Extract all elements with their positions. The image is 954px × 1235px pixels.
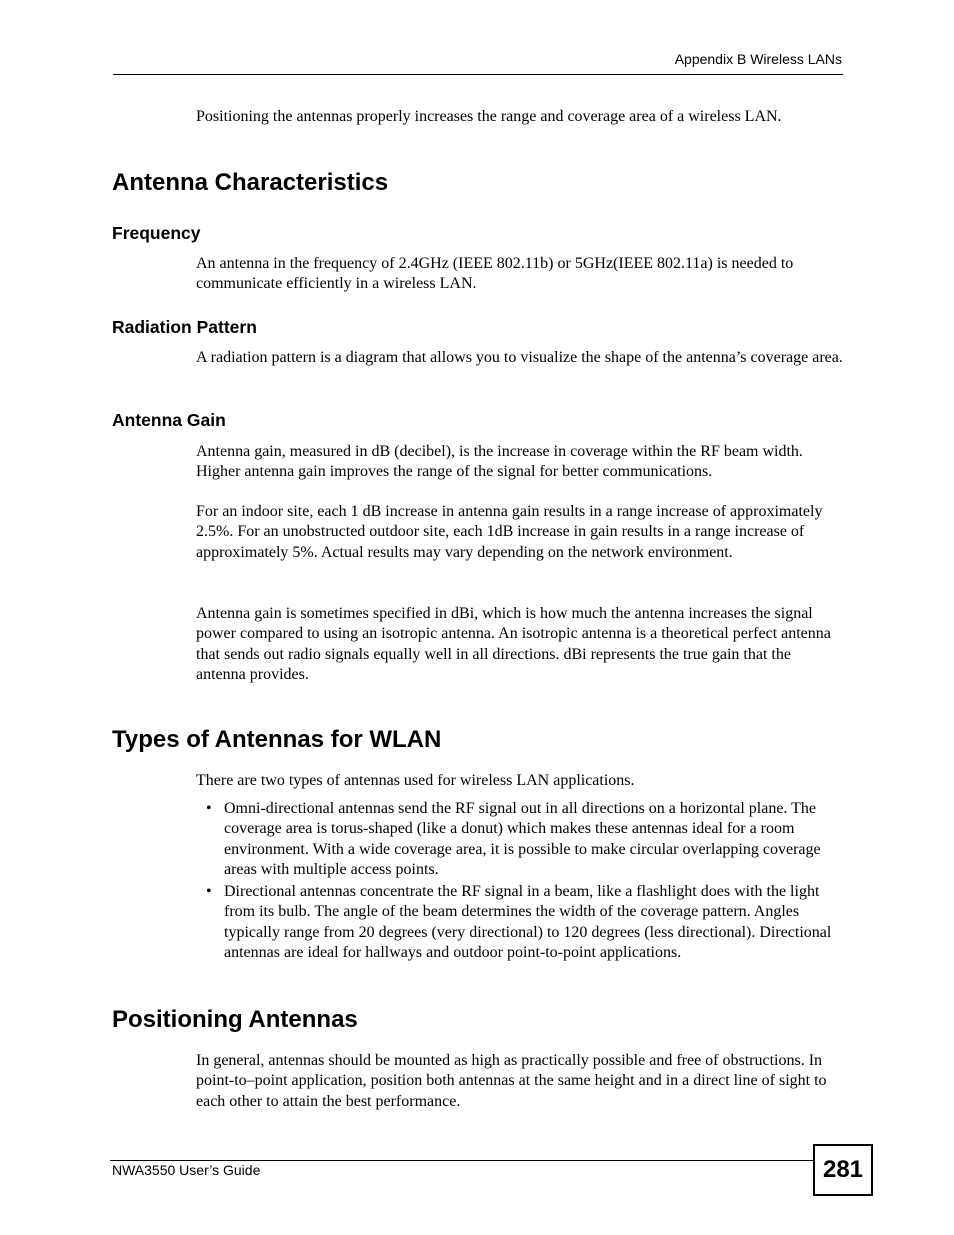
bullet-icon: •	[206, 883, 212, 901]
section-heading-types-of-antennas: Types of Antennas for WLAN	[112, 726, 442, 753]
section-heading-antenna-characteristics: Antenna Characteristics	[112, 169, 389, 196]
subheading-frequency: Frequency	[112, 223, 201, 243]
antenna-types-list	[196, 799, 844, 965]
antenna-gain-paragraph-2: For an indoor site, each 1 dB increase in antenna gain results in a range increase of approximately 2.5%. For an unobstructed outdoor site, each 1dB increase in gain results in a range increase of approximately 5%. Actual results may vary depending on the network environment.	[196, 503, 823, 561]
frequency-paragraph: An antenna in the frequency of 2.4GHz (IEEE 802.11b) or 5GHz(IEEE 802.11a) is needed to communicate efficiently in a wireless LAN.	[196, 255, 794, 293]
list-item-text: Omni-directional antennas send the RF signal out in all directions on a horizontal plane. The coverage area is torus-shaped (like a donut) which makes these antennas ideal for a room environment. With a wide coverage area, it is possible to make circular overlapping coverage areas with multiple access points.	[224, 800, 821, 878]
header-title: Appendix B Wireless LANs	[674, 51, 842, 67]
section-heading-positioning-antennas: Positioning Antennas	[112, 1006, 358, 1033]
header-divider	[113, 74, 843, 75]
list-item-text: Directional antennas concentrate the RF signal in a beam, like a flashlight does with the light from its bulb. The angle of the beam determines the width of the coverage pattern. Angles typically range from 20 degrees (very directional) to 120 degrees (less directional). Directional antennas are ideal for hallways and outdoor point-to-point applications.	[224, 883, 832, 962]
footer-divider	[110, 1160, 815, 1161]
subheading-radiation-pattern: Radiation Pattern	[112, 317, 257, 337]
positioning-paragraph: In general, antennas should be mounted as high as practically possible and free of obstructions. In point-to–point application, position both antennas at the same height and in a direct line of sight to each other to attain the best performance.	[196, 1052, 827, 1110]
radiation-pattern-paragraph: A radiation pattern is a diagram that allows you to visualize the shape of the antenna’s coverage area.	[196, 349, 843, 366]
subheading-antenna-gain: Antenna Gain	[112, 410, 226, 430]
list-item-omni-directional	[196, 799, 844, 880]
types-intro-paragraph: There are two types of antennas used for wireless LAN applications.	[196, 772, 635, 789]
list-item-directional	[196, 882, 844, 963]
bullet-icon: •	[206, 800, 212, 817]
footer-guide-title: NWA3550 User’s Guide	[112, 1162, 261, 1178]
intro-paragraph: Positioning the antennas properly increases the range and coverage area of a wireless LAN.	[196, 108, 782, 125]
antenna-gain-paragraph-3: Antenna gain is sometimes specified in dBi, which is how much the antenna increases the signal power compared to using an isotropic antenna. An isotropic antenna is a theoretical perfect antenna that sends out radio signals equally well in all directions. dBi represents the true gain that the antenna provides.	[196, 605, 831, 683]
antenna-gain-paragraph-1: Antenna gain, measured in dB (decibel), is the increase in coverage within the RF beam width. Higher antenna gain improves the range of the signal for better communications.	[196, 443, 803, 481]
page-number: 281	[813, 1144, 873, 1196]
